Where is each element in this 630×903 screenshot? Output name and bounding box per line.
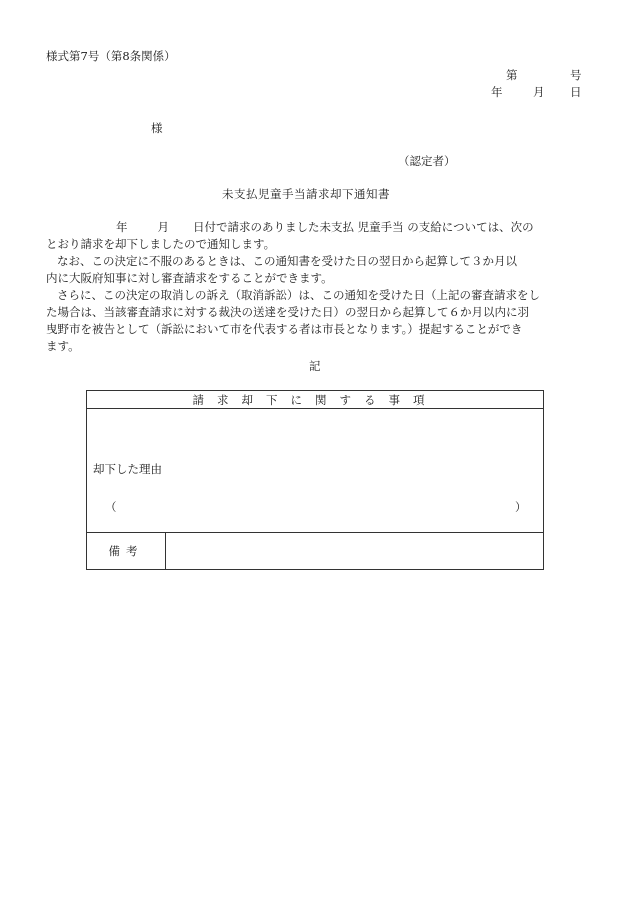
body-p2-line1: なお、この決定に不服のあるときは、この通知書を受けた日の翌日から起算して３か月以 (57, 254, 517, 268)
body-p3-line3: 曳野市を被告として（訴訟において市を代表する者は市長となります。）提起することができ (46, 322, 523, 336)
body-year: 年 (116, 220, 128, 234)
body-paragraph-2 (46, 253, 584, 287)
remarks-value (166, 533, 544, 570)
body-p1-line1: 日付で請求のありました未支払 児童手当 の支給については、次の (193, 220, 534, 234)
body-p3-line1: さらに、この決定の取消しの訴え（取消訴訟）は、この通知を受けた日（上記の審査請求をし (57, 288, 540, 302)
date-year: 年 (491, 85, 503, 99)
date-day: 日 (570, 85, 582, 99)
remarks-label: 備考 (87, 533, 166, 570)
body-paragraph-1 (46, 219, 584, 253)
body-month: 月 (157, 220, 169, 234)
form-number: 様式第7号（第8条関係） (46, 49, 176, 63)
body-paragraph-3 (46, 287, 584, 355)
doc-number-suffix: 号 (570, 68, 582, 82)
body-p3-line4: ます。 (46, 339, 80, 353)
body-p3-line2: た場合は、当該審査請求に対する裁決の送達を受けた日）の翌日から起算して６か月以内に羽 (46, 305, 529, 319)
body-p2-line2: 内に大阪府知事に対し審査請求をすることができます。 (46, 271, 333, 285)
ki-mark: 記 (309, 359, 321, 373)
issuer-label: （認定者） (398, 154, 456, 168)
paren-close: ） (515, 500, 527, 514)
doc-number-prefix: 第 (506, 68, 518, 82)
paren-open: （ (105, 500, 117, 514)
table-header: 請求却下に関する事項 (87, 391, 544, 409)
date-month: 月 (533, 85, 545, 99)
rejection-matters-table (86, 390, 544, 570)
document-title: 未支払児童手当請求却下通知書 (222, 187, 390, 201)
body-p1-line2: とおり請求を却下しましたので通知します。 (46, 237, 276, 251)
rejection-reason-label: 却下した理由 (93, 462, 162, 476)
recipient-suffix: 様 (151, 121, 163, 135)
rejection-reason-cell (87, 409, 544, 533)
